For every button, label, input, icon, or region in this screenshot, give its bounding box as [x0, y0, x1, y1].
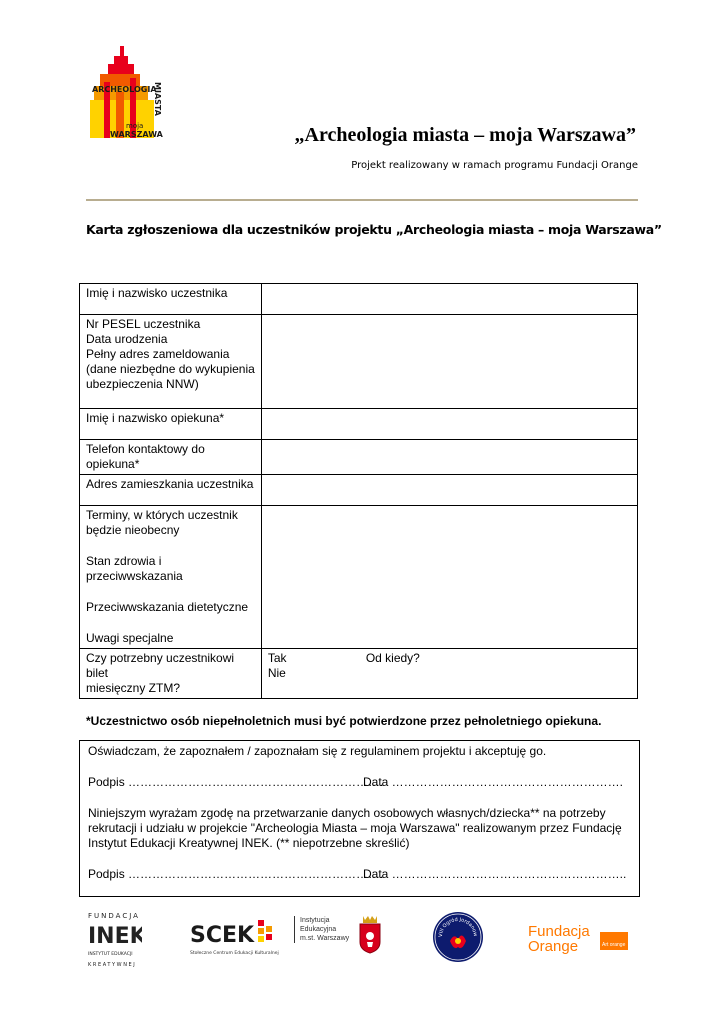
table-row: [80, 649, 638, 699]
logo-word-miasta: MIASTA: [153, 82, 162, 116]
date-field-2[interactable]: Data …………………………………………………..: [363, 867, 627, 881]
signature-field-2[interactable]: Podpis ……………………………………………………….: [88, 867, 384, 881]
ztm-since-field[interactable]: Od kiedy?: [365, 651, 420, 665]
form-title: Karta zgłoszeniowa dla uczestników projektu „Archeologia miasta – moja Warszawa”: [86, 222, 662, 237]
orange-logo-line: Fundacja: [528, 923, 590, 940]
inek-name-text: INEK: [88, 924, 142, 949]
table-row: [80, 475, 638, 506]
diet-label-line: Przeciwwskazania dietetyczne: [86, 600, 249, 614]
nnw-note-line: (dane niezbędne do wykupienia: [86, 362, 255, 376]
guardian-note: *Uczestnictwo osób niepełnoletnich musi być potwierdzone przez pełnoletniego opiekuna.: [86, 714, 602, 728]
institution-line: m.st. Warszawy: [300, 935, 350, 942]
spacer: [86, 584, 255, 600]
table-row: [80, 506, 638, 649]
birthdate-label-line: Data urodzenia: [86, 332, 168, 346]
inek-fundacja-text: FUNDACJA: [88, 912, 140, 920]
spacer: [86, 538, 255, 554]
ztm-no-option[interactable]: Nie: [267, 666, 286, 680]
warsaw-coat-of-arms-icon: [358, 914, 382, 954]
table-row: [80, 409, 638, 440]
ztm-ticket-label: [80, 649, 262, 699]
absence-label-line: będzie nieobecny: [86, 523, 180, 537]
regulations-statement: Oświadczam, że zapoznałem / zapoznałam się z regulaminem projektu i akceptuję go.: [88, 744, 547, 758]
health-info-label: [80, 506, 262, 649]
signature-line-1: [88, 775, 624, 790]
logo-word-warszawa: WARSZAWA: [110, 130, 163, 139]
orange-logo-line: Orange: [528, 938, 579, 955]
scek-text: SCEK: [190, 923, 255, 948]
pesel-label-line: Nr PESEL uczestnika: [86, 317, 201, 331]
registration-table: [79, 283, 638, 699]
festival-badge-logo: [432, 911, 484, 963]
logo-word-archeologia: ARCHEOLOGIA: [92, 85, 157, 94]
ztm-options: [268, 651, 631, 681]
nnw-note-line: ubezpieczenia NNW): [86, 377, 199, 391]
signature-field-1[interactable]: Podpis ……………………………………………………….: [88, 775, 384, 789]
health-info-field[interactable]: [261, 506, 637, 649]
archeologia-logo: [86, 42, 170, 142]
absence-label-line: Terminy, w których uczestnik: [86, 508, 238, 522]
scek-caption: Stołeczne Centrum Edukacji Kulturalnej: [190, 951, 279, 956]
inek-logo: [86, 910, 142, 970]
data-consent-statement: Niniejszym wyrażam zgodę na przetwarzanie danych osobowych własnych/dziecka** na potrzeby rekrutacji i udziału w projekcie "Archeologia Miasta – moja Warszawa" realizowanym przez Fundację Instytut Edukacji Kreatywnej INEK. (** niepotrzebne skreślić): [88, 806, 622, 850]
signature-line-2: [88, 867, 627, 882]
pesel-label: [80, 315, 262, 409]
inek-caption-text: KREATYWNEJ: [88, 962, 137, 968]
guardian-name-label: Imię i nazwisko opiekuna*: [80, 409, 262, 440]
participant-address-field[interactable]: [261, 475, 637, 506]
festival-text-path: VIII Ogród Jordanow: [437, 916, 479, 938]
header-divider: [86, 199, 638, 201]
address-label-line: Pełny adres zameldowania: [86, 347, 230, 361]
page-title: „Archeologia miasta – moja Warszawa”: [294, 124, 636, 146]
pesel-field[interactable]: [261, 315, 637, 409]
page-subtitle: Projekt realizowany w ramach programu Fundacji Orange: [351, 160, 638, 171]
logo-word-moja: moja: [126, 122, 144, 130]
declaration-box: [79, 740, 640, 897]
ztm-label-line: Czy potrzebny uczestnikowi bilet: [86, 651, 235, 680]
date-field-1[interactable]: Data ………………………………………………….: [363, 775, 624, 789]
institution-line: Instytucja: [300, 917, 330, 924]
participant-name-label: Imię i nazwisko uczestnika: [80, 284, 262, 315]
participant-address-label: Adres zamieszkania uczestnika: [80, 475, 262, 506]
special-notes-label-line: Uwagi specjalne: [86, 631, 174, 645]
fundacja-orange-logo: [528, 924, 590, 954]
ztm-ticket-field: [261, 649, 637, 699]
institution-caption: [294, 916, 349, 943]
table-row: [80, 315, 638, 409]
ztm-label-line: miesięczny ZTM?: [86, 681, 181, 695]
table-row: [80, 284, 638, 315]
participant-name-field[interactable]: [261, 284, 637, 315]
scek-logo: [190, 912, 290, 960]
table-row: [80, 440, 638, 475]
health-label-line: Stan zdrowia i przeciwwskazania: [86, 554, 183, 583]
inek-caption-text: INSTYTUT EDUKACJI: [88, 952, 133, 957]
spacer: [86, 615, 255, 631]
institution-line: Edukacyjna: [300, 926, 337, 933]
guardian-name-field[interactable]: [261, 409, 637, 440]
ztm-yes-option[interactable]: Tak: [267, 651, 287, 665]
guardian-phone-label: Telefon kontaktowy do opiekuna*: [80, 440, 262, 475]
guardian-phone-field[interactable]: [261, 440, 637, 475]
orange-brand-badge: Art orange: [600, 932, 628, 950]
